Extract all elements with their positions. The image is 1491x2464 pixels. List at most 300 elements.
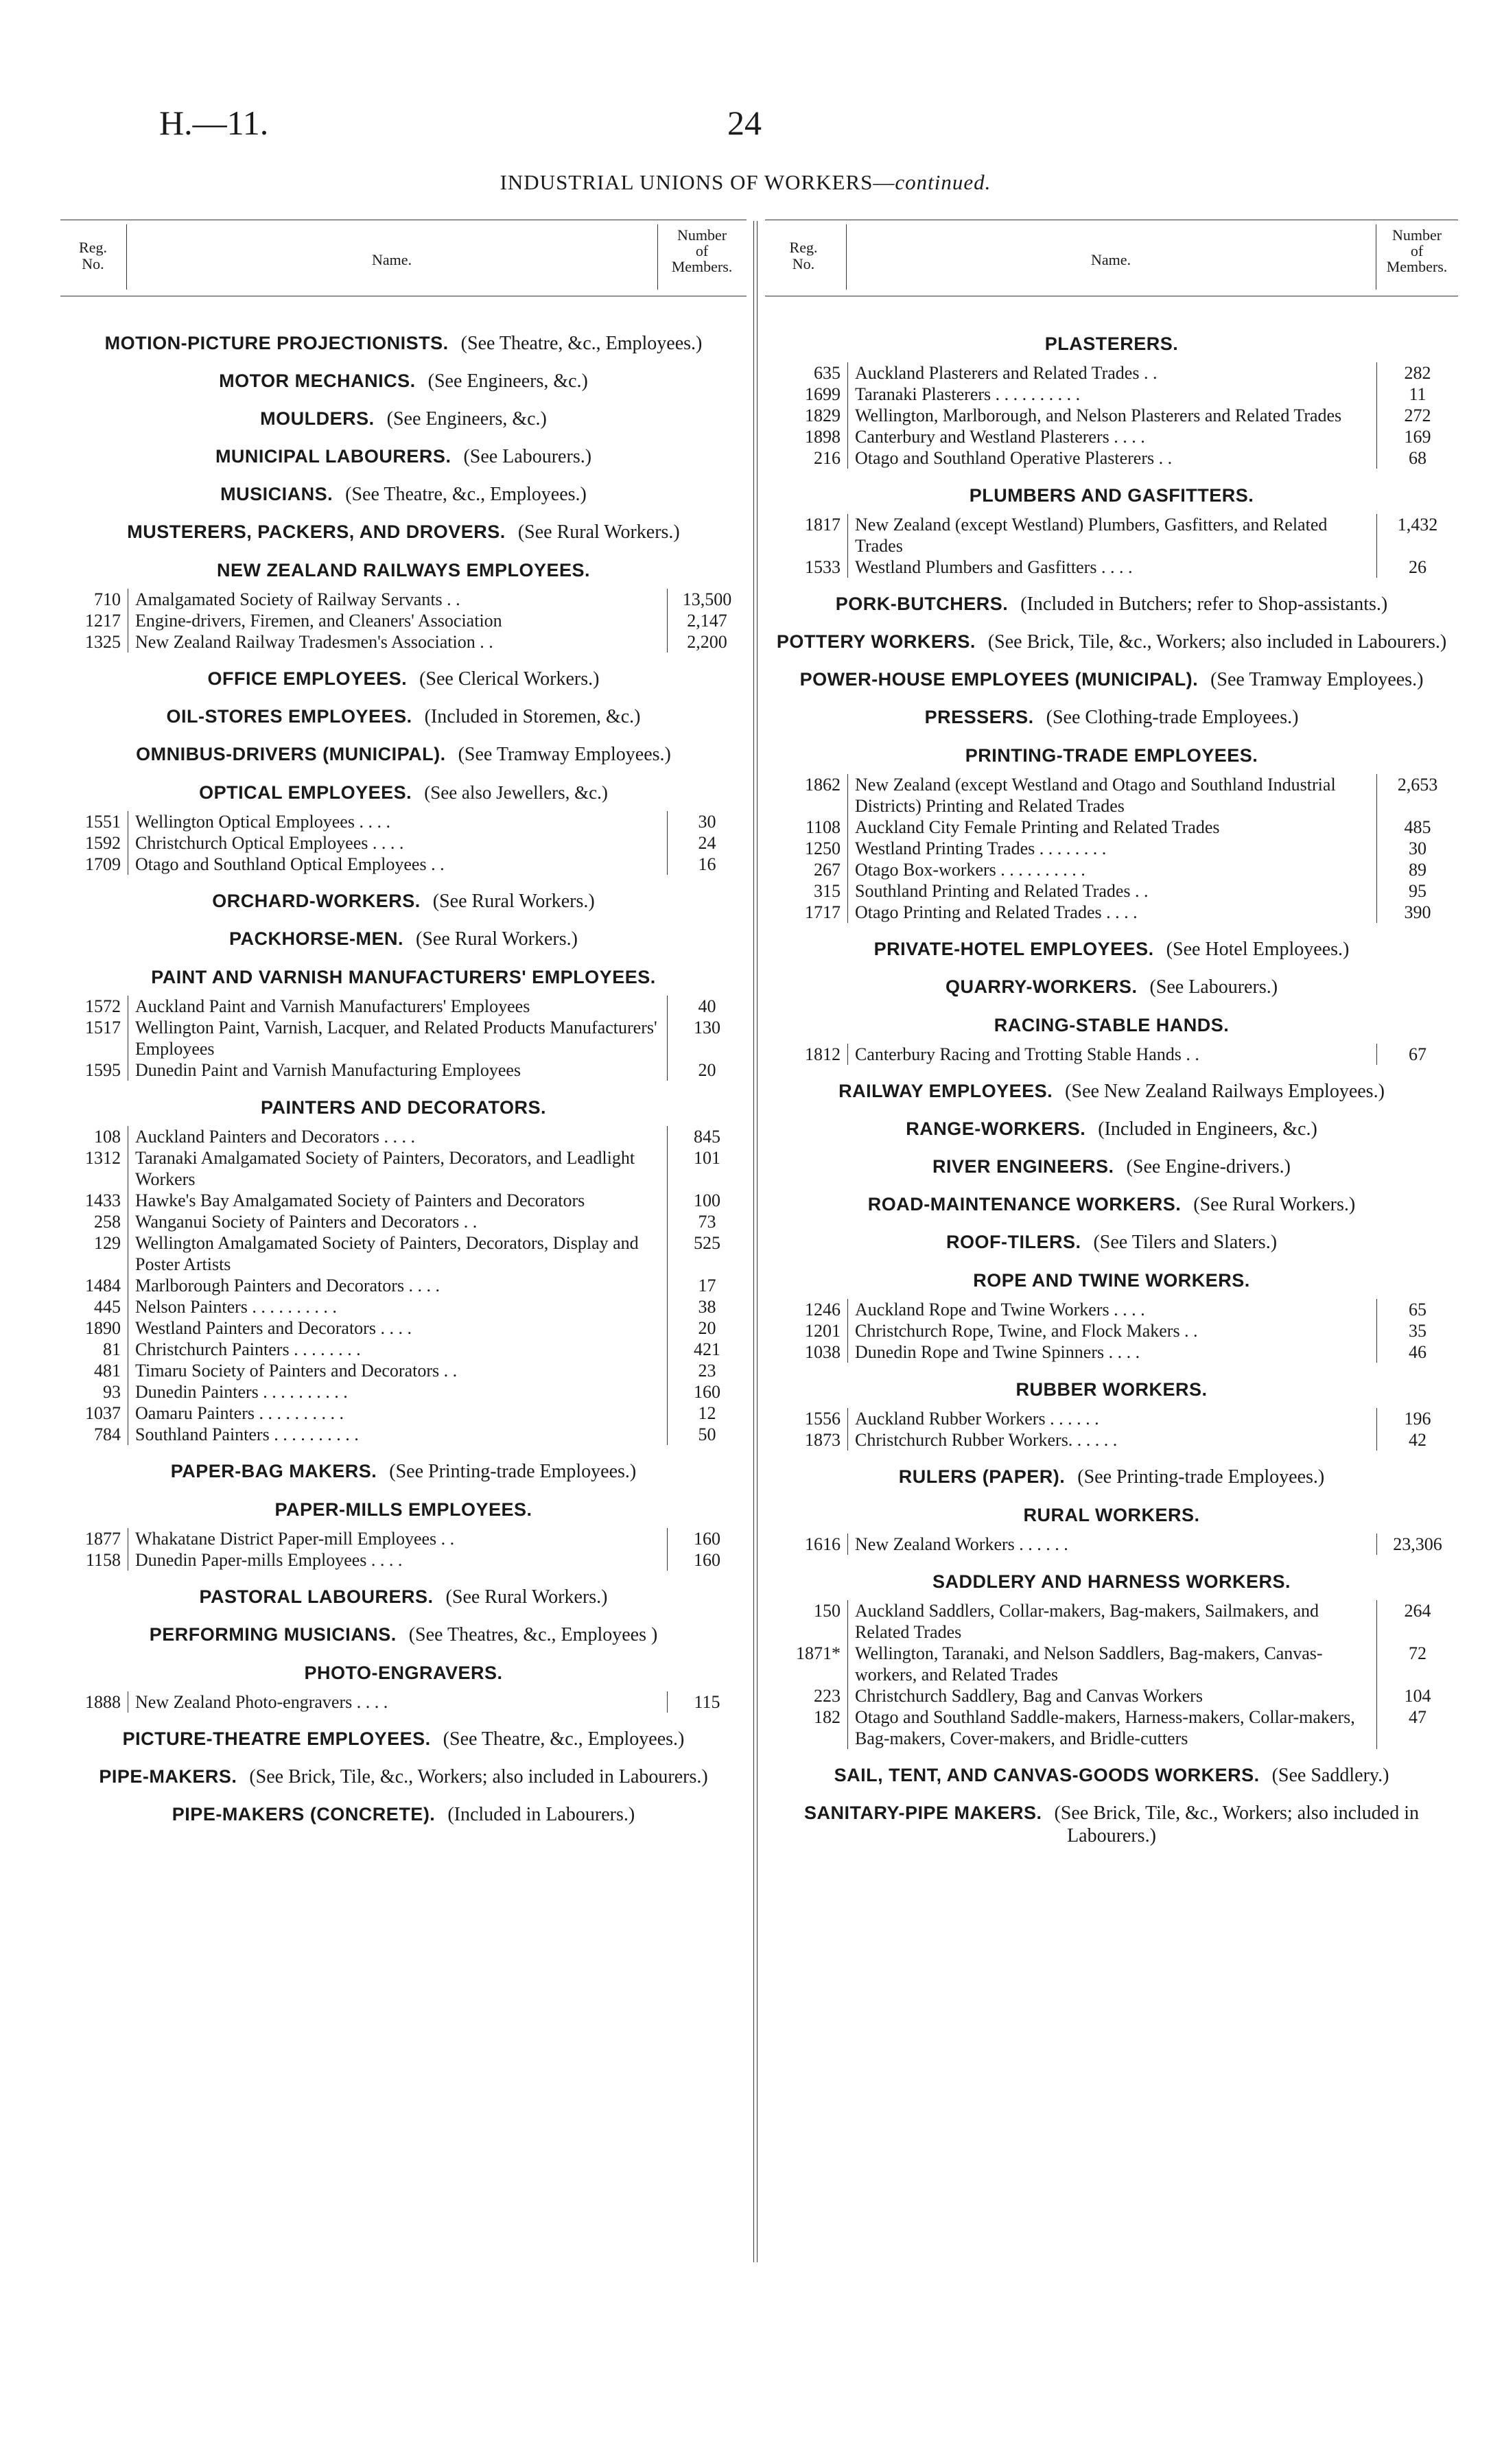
members-cell: 845 <box>694 1127 720 1147</box>
header-text: Number <box>1392 226 1442 244</box>
column-divider <box>753 221 758 2262</box>
entries-paper-mills <box>60 1528 747 1571</box>
section-heading: MOTOR MECHANICS. <box>219 371 416 391</box>
right-column <box>765 220 1458 1862</box>
members-cell: 485 <box>1404 817 1431 837</box>
reg-no-cell: 1616 <box>805 1534 841 1554</box>
union-name-cell: Otago Printing and Related Trades . . . . <box>848 902 1377 923</box>
section-heading: SANITARY-PIPE MAKERS. <box>803 1803 1042 1823</box>
entries-rural-workers <box>765 1534 1458 1555</box>
section-heading: SADDLERY AND HARNESS WORKERS. <box>932 1571 1291 1592</box>
reg-no-cell: 1217 <box>85 611 121 631</box>
entries-saddlery <box>765 1600 1458 1749</box>
cross-reference-note: (See Rural Workers.) <box>517 521 680 543</box>
reg-no-cell: 81 <box>103 1339 121 1359</box>
reg-no-cell: 635 <box>814 363 841 383</box>
members-cell: 46 <box>1409 1342 1427 1362</box>
union-name-cell: Auckland Rubber Workers . . . . . . <box>848 1408 1377 1429</box>
section-heading: RANGE-WORKERS. <box>906 1118 1086 1139</box>
cross-reference-note: (See Printing-trade Employees.) <box>389 1461 637 1482</box>
table-row <box>60 996 747 1017</box>
reg-no-cell: 1898 <box>805 427 841 447</box>
union-name-cell: Whakatane District Paper-mill Employees . . <box>128 1528 668 1549</box>
table-row <box>765 556 1458 578</box>
section-title <box>765 1570 1458 1593</box>
entries-printing-trade <box>765 774 1458 923</box>
union-name-cell: New Zealand Railway Tradesmen's Association . . <box>128 631 668 653</box>
section-heading: MOTION-PICTURE PROJECTIONISTS. <box>104 333 449 353</box>
cross-reference-note: (See Clerical Workers.) <box>419 668 600 690</box>
section-heading: OIL-STORES EMPLOYEES. <box>166 706 412 727</box>
union-name-cell: Wellington Optical Employees . . . . <box>128 811 668 832</box>
section-heading: MUNICIPAL LABOURERS. <box>215 446 451 467</box>
right-column-body <box>765 296 1458 1847</box>
reg-no-cell: 445 <box>94 1297 121 1317</box>
union-name-cell: Otago and Southland Saddle-makers, Harness-makers, Collar-makers, Bag-makers, Cover-makers, and Bridle-cutters <box>848 1706 1377 1749</box>
section-title <box>765 484 1458 507</box>
members-cell: 13,500 <box>682 589 732 609</box>
section-heading: NEW ZEALAND RAILWAYS EMPLOYEES. <box>216 560 591 580</box>
section-heading: OPTICAL EMPLOYEES. <box>199 782 412 803</box>
table-row <box>60 854 747 875</box>
cross-reference-note: (See Brick, Tile, &c., Workers; also included in Labourers.) <box>1054 1803 1420 1846</box>
section-omnibus-drivers <box>60 743 747 766</box>
members-cell: 35 <box>1409 1321 1427 1341</box>
reg-no-cell: 1890 <box>85 1318 121 1338</box>
section-title <box>60 1661 747 1685</box>
cross-reference-note: (See Engine-drivers.) <box>1126 1156 1291 1177</box>
reg-no-cell: 784 <box>94 1424 121 1444</box>
members-header <box>657 227 747 274</box>
section-title <box>60 559 747 582</box>
section-heading: RUBBER WORKERS. <box>1015 1379 1208 1400</box>
section-heading: RIVER ENGINEERS. <box>932 1156 1114 1177</box>
members-cell: 115 <box>694 1692 720 1712</box>
union-name-cell: New Zealand (except Westland) Plumbers, Gasfitters, and Related Trades <box>848 514 1377 556</box>
cross-reference-note: (See Brick, Tile, &c., Workers; also included in Labourers.) <box>987 631 1447 653</box>
members-cell: 282 <box>1404 363 1431 383</box>
section-orchard-workers <box>60 890 747 913</box>
cross-reference-note: (See Theatres, &c., Employees ) <box>408 1624 658 1645</box>
section-heading: RACING-STABLE HANDS. <box>994 1015 1230 1035</box>
section-heading: PAPER-MILLS EMPLOYEES. <box>274 1499 532 1520</box>
union-name-cell: Christchurch Rope, Twine, and Flock Makers . . <box>848 1320 1377 1341</box>
section-heading: ROAD-MAINTENANCE WORKERS. <box>867 1194 1182 1215</box>
members-cell: 104 <box>1404 1686 1431 1706</box>
entries-nz-railways <box>60 589 747 653</box>
section-heading: PICTURE-THEATRE EMPLOYEES. <box>122 1728 431 1749</box>
union-name-cell: Dunedin Rope and Twine Spinners . . . . <box>848 1341 1377 1363</box>
reg-no-cell: 258 <box>94 1212 121 1232</box>
members-cell: 1,432 <box>1397 515 1438 535</box>
table-row <box>765 838 1458 859</box>
name-header: Name. <box>371 251 412 268</box>
members-cell: 160 <box>694 1382 720 1402</box>
union-name-cell: Auckland Plasterers and Related Trades . . <box>848 362 1377 384</box>
section-heading: PLASTERERS. <box>1044 333 1179 354</box>
section-sanitary-pipe-makers <box>765 1802 1458 1847</box>
report-reference: H.—11. <box>159 104 269 142</box>
table-row <box>60 811 747 832</box>
union-name-cell: Wellington Paint, Varnish, Lacquer, and Related Products Manufacturers' Employees <box>128 1017 668 1059</box>
cross-reference-note: (See Tramway Employees.) <box>1210 669 1424 690</box>
table-row <box>60 589 747 610</box>
table-row <box>765 880 1458 902</box>
union-name-cell: Southland Printing and Related Trades . . <box>848 880 1377 902</box>
members-cell: 38 <box>698 1297 716 1317</box>
entries-rope-twine <box>765 1299 1458 1363</box>
section-picture-theatre <box>60 1728 747 1750</box>
page-title <box>0 170 1491 195</box>
section-title <box>60 781 747 804</box>
reg-no-cell: 216 <box>814 448 841 468</box>
members-cell: 67 <box>1409 1044 1427 1064</box>
section-heading: PAINTERS AND DECORATORS. <box>260 1097 547 1118</box>
union-name-cell: Westland Plumbers and Gasfitters . . . . <box>848 556 1377 578</box>
table-row <box>60 1126 747 1147</box>
union-name-cell: Wellington Amalgamated Society of Painters, Decorators, Display and Poster Artists <box>128 1232 668 1275</box>
reg-no-cell: 108 <box>94 1127 121 1147</box>
title-main: INDUSTRIAL UNIONS OF WORKERS— <box>500 170 895 194</box>
section-heading: PORK-BUTCHERS. <box>835 594 1009 614</box>
union-name-cell: Christchurch Saddlery, Bag and Canvas Workers <box>848 1685 1377 1706</box>
members-cell: 525 <box>694 1233 720 1253</box>
cross-reference-note: (See Brick, Tile, &c., Workers; also included in Labourers.) <box>249 1766 708 1787</box>
members-cell: 101 <box>694 1148 720 1168</box>
union-name-cell: Wellington, Taranaki, and Nelson Saddlers, Bag-makers, Canvas-workers, and Related Trades <box>848 1643 1377 1685</box>
cross-reference-note: (See Engineers, &c.) <box>386 408 547 430</box>
section-pipe-makers <box>60 1765 747 1788</box>
section-heading: PAINT AND VARNISH MANUFACTURERS' EMPLOYEES. <box>151 967 656 987</box>
reg-no-header <box>765 239 842 272</box>
cross-reference-note: (See Theatre, &c., Employees.) <box>345 484 587 505</box>
cross-reference-note: (See New Zealand Railways Employees.) <box>1065 1081 1385 1102</box>
table-row <box>60 832 747 854</box>
reg-no-cell: 1038 <box>805 1342 841 1362</box>
cross-reference-note: (See Rural Workers.) <box>1193 1194 1356 1215</box>
cross-reference-note: (See Tramway Employees.) <box>458 744 671 765</box>
cross-reference-note: (See Theatre, &c., Employees.) <box>460 333 703 354</box>
members-cell: 95 <box>1409 881 1427 901</box>
table-row <box>765 1044 1458 1065</box>
table-row <box>60 631 747 653</box>
section-heading: PACKHORSE-MEN. <box>229 928 404 949</box>
table-row <box>60 1528 747 1549</box>
members-cell: 24 <box>698 833 716 853</box>
table-row <box>765 1534 1458 1555</box>
section-heading: OMNIBUS-DRIVERS (MUNICIPAL). <box>136 744 446 764</box>
reg-no-cell: 1717 <box>805 902 841 922</box>
members-cell: 47 <box>1409 1707 1427 1727</box>
members-cell: 72 <box>1409 1643 1427 1663</box>
reg-no-cell: 1829 <box>805 406 841 425</box>
union-name-cell: Christchurch Optical Employees . . . . <box>128 832 668 854</box>
section-musterers-packers-drovers <box>60 521 747 543</box>
cross-reference-note: (See Tilers and Slaters.) <box>1093 1232 1278 1253</box>
table-row <box>765 405 1458 426</box>
cross-reference-note: (See Engineers, &c.) <box>427 371 588 392</box>
members-cell: 390 <box>1404 902 1431 922</box>
table-row <box>765 1341 1458 1363</box>
cross-reference-note: (See Saddlery.) <box>1271 1765 1389 1786</box>
reg-no-cell: 1592 <box>85 833 121 853</box>
table-row <box>60 1381 747 1403</box>
cross-reference-note: (See Printing-trade Employees.) <box>1077 1466 1325 1488</box>
section-packhorse-men <box>60 928 747 950</box>
members-cell: 40 <box>698 996 716 1016</box>
section-heading: ROPE AND TWINE WORKERS. <box>973 1270 1250 1291</box>
cross-reference-note: (Included in Labourers.) <box>447 1804 635 1825</box>
section-heading: MUSICIANS. <box>220 484 333 504</box>
header-text: Reg. <box>789 239 818 256</box>
union-name-cell: Canterbury and Westland Plasterers . . . . <box>848 426 1377 447</box>
page-header <box>0 103 1491 151</box>
reg-no-cell: 150 <box>814 1601 841 1621</box>
section-heading: PAPER-BAG MAKERS. <box>170 1461 377 1481</box>
members-cell: 130 <box>694 1018 720 1037</box>
section-heading: PLUMBERS AND GASFITTERS. <box>969 485 1254 506</box>
section-heading: RULERS (PAPER). <box>898 1466 1066 1487</box>
reg-no-cell: 1877 <box>85 1529 121 1549</box>
reg-no-cell: 223 <box>814 1686 841 1706</box>
members-cell: 421 <box>694 1339 720 1359</box>
section-heading: PHOTO-ENGRAVERS. <box>304 1663 503 1683</box>
members-cell: 65 <box>1409 1300 1427 1319</box>
section-power-house <box>765 668 1458 691</box>
union-name-cell: Otago Box-workers . . . . . . . . . . <box>848 859 1377 880</box>
reg-no-cell: 1551 <box>85 812 121 832</box>
union-name-cell: Otago and Southland Optical Employees . . <box>128 854 668 875</box>
union-name-cell: Auckland Rope and Twine Workers . . . . <box>848 1299 1377 1320</box>
entries-racing-stable <box>765 1044 1458 1065</box>
section-performing-musicians <box>60 1623 747 1646</box>
section-motion-picture-projectionists <box>60 332 747 355</box>
cross-reference-note: (Included in Butchers; refer to Shop-assistants.) <box>1020 594 1388 615</box>
table-row <box>765 859 1458 880</box>
section-pork-butchers <box>765 593 1458 615</box>
left-column <box>60 220 747 1841</box>
table-row <box>765 1429 1458 1451</box>
table-row <box>765 1299 1458 1320</box>
entries-plumbers <box>765 514 1458 578</box>
members-cell: 196 <box>1404 1409 1431 1429</box>
table-row <box>765 902 1458 923</box>
section-heading: PRIVATE-HOTEL EMPLOYEES. <box>873 939 1154 959</box>
cross-reference-note: (See Hotel Employees.) <box>1166 939 1350 960</box>
union-name-cell: Auckland Paint and Varnish Manufacturers' Employees <box>128 996 668 1017</box>
members-cell: 73 <box>698 1212 716 1232</box>
members-cell: 160 <box>694 1550 720 1570</box>
members-cell: 160 <box>694 1529 720 1549</box>
cross-reference-note: (See Labourers.) <box>463 446 592 467</box>
members-cell: 26 <box>1409 557 1427 577</box>
table-row <box>60 1317 747 1339</box>
section-title <box>765 332 1458 355</box>
header-text: of <box>695 242 709 260</box>
reg-no-cell: 1556 <box>805 1409 841 1429</box>
members-cell: 11 <box>1409 384 1427 404</box>
table-row <box>60 1424 747 1445</box>
union-name-cell: Nelson Painters . . . . . . . . . . <box>128 1296 668 1317</box>
members-cell: 23,306 <box>1393 1534 1442 1554</box>
section-roof-tilers <box>765 1231 1458 1254</box>
union-name-cell: Oamaru Painters . . . . . . . . . . <box>128 1403 668 1424</box>
section-heading: PERFORMING MUSICIANS. <box>149 1624 397 1645</box>
table-row <box>765 1643 1458 1685</box>
members-cell: 50 <box>698 1424 716 1444</box>
table-row <box>60 1275 747 1296</box>
section-title <box>60 1498 747 1521</box>
union-name-cell: Southland Painters . . . . . . . . . . <box>128 1424 668 1445</box>
union-name-cell: Auckland Saddlers, Collar-makers, Bag-makers, Sailmakers, and Related Trades <box>848 1600 1377 1643</box>
section-railway-employees <box>765 1080 1458 1103</box>
cross-reference-note: (Included in Engineers, &c.) <box>1098 1118 1317 1140</box>
union-name-cell: Wellington, Marlborough, and Nelson Plasterers and Related Trades <box>848 405 1377 426</box>
section-pottery-workers <box>765 631 1458 653</box>
section-heading: MUSTERERS, PACKERS, AND DROVERS. <box>127 521 506 542</box>
table-row <box>60 1549 747 1571</box>
reg-no-cell: 1158 <box>85 1550 121 1570</box>
entries-optical <box>60 811 747 875</box>
section-title <box>60 1096 747 1119</box>
reg-no-cell: 1533 <box>805 557 841 577</box>
table-row <box>60 1360 747 1381</box>
table-row <box>60 1211 747 1232</box>
reg-no-cell: 1709 <box>85 854 121 874</box>
members-cell: 2,147 <box>687 611 727 631</box>
reg-no-cell: 129 <box>94 1233 121 1253</box>
table-row <box>765 1685 1458 1706</box>
header-text: No. <box>82 255 104 273</box>
section-heading: OFFICE EMPLOYEES. <box>207 668 408 689</box>
title-continued: continued. <box>895 170 991 194</box>
column-header <box>60 220 747 296</box>
table-row <box>765 774 1458 817</box>
union-name-cell: Westland Printing Trades . . . . . . . . <box>848 838 1377 859</box>
section-rulers-paper <box>765 1466 1458 1488</box>
reg-no-cell: 1595 <box>85 1060 121 1080</box>
union-name-cell: New Zealand Workers . . . . . . <box>848 1534 1377 1555</box>
section-heading: PRINTING-TRADE EMPLOYEES. <box>965 745 1258 766</box>
union-name-cell: Dunedin Paper-mills Employees . . . . <box>128 1549 668 1571</box>
union-name-cell: Christchurch Painters . . . . . . . . <box>128 1339 668 1360</box>
section-private-hotel <box>765 938 1458 961</box>
section-oil-stores <box>60 705 747 728</box>
section-heading: POWER-HOUSE EMPLOYEES (MUNICIPAL). <box>799 669 1199 690</box>
table-row <box>765 1320 1458 1341</box>
table-row <box>60 1017 747 1059</box>
reg-no-cell: 1250 <box>805 838 841 858</box>
table-row <box>765 426 1458 447</box>
members-cell: 264 <box>1404 1601 1431 1621</box>
union-name-cell: Hawke's Bay Amalgamated Society of Painters and Decorators <box>128 1190 668 1211</box>
table-row <box>60 610 747 631</box>
section-title <box>765 744 1458 767</box>
reg-no-cell: 1484 <box>85 1276 121 1295</box>
reg-no-cell: 1517 <box>85 1018 121 1037</box>
cross-reference-note: (See Rural Workers.) <box>416 928 578 950</box>
members-cell: 17 <box>698 1276 716 1295</box>
name-header: Name. <box>1090 251 1131 268</box>
members-cell: 12 <box>698 1403 716 1423</box>
section-heading: SAIL, TENT, AND CANVAS-GOODS WORKERS. <box>834 1765 1260 1785</box>
section-title <box>765 1503 1458 1527</box>
members-cell: 2,200 <box>687 632 727 652</box>
members-cell: 89 <box>1409 860 1427 880</box>
reg-no-cell: 1201 <box>805 1321 841 1341</box>
cross-reference-note: (See Clothing-trade Employees.) <box>1046 707 1299 728</box>
entries-rubber-workers <box>765 1408 1458 1451</box>
members-cell: 20 <box>698 1060 716 1080</box>
reg-no-cell: 1862 <box>805 775 841 795</box>
section-pressers <box>765 706 1458 729</box>
table-row <box>765 362 1458 384</box>
reg-no-cell: 1812 <box>805 1044 841 1064</box>
section-musicians <box>60 483 747 506</box>
section-moulders <box>60 408 747 430</box>
section-range-workers <box>765 1118 1458 1140</box>
entries-painters <box>60 1126 747 1445</box>
entries-plasterers <box>765 362 1458 469</box>
left-column-body <box>60 296 747 1826</box>
cross-reference-note: (Included in Storemen, &c.) <box>424 706 641 727</box>
union-name-cell: Dunedin Painters . . . . . . . . . . <box>128 1381 668 1403</box>
union-name-cell: Timaru Society of Painters and Decorators . . <box>128 1360 668 1381</box>
section-heading: RURAL WORKERS. <box>1023 1505 1200 1525</box>
section-pipe-makers-concrete <box>60 1803 747 1826</box>
section-heading: PRESSERS. <box>924 707 1034 727</box>
table-row <box>60 1403 747 1424</box>
union-name-cell: Engine-drivers, Firemen, and Cleaners' Association <box>128 610 668 631</box>
union-name-cell: Wanganui Society of Painters and Decorators . . <box>128 1211 668 1232</box>
section-title <box>765 1378 1458 1401</box>
reg-no-cell: 1433 <box>85 1190 121 1210</box>
section-sail-tent-canvas <box>765 1764 1458 1787</box>
union-name-cell: New Zealand (except Westland and Otago and Southland Industrial Districts) Printing and Related Trades <box>848 774 1377 817</box>
reg-no-cell: 710 <box>94 589 121 609</box>
union-name-cell: Dunedin Paint and Varnish Manufacturing Employees <box>128 1059 668 1081</box>
members-cell: 20 <box>698 1318 716 1338</box>
section-heading: MOULDERS. <box>260 408 375 429</box>
entries-paint-varnish <box>60 996 747 1081</box>
section-heading: PASTORAL LABOURERS. <box>199 1586 434 1607</box>
section-office-employees <box>60 668 747 690</box>
reg-no-cell: 1873 <box>805 1430 841 1450</box>
union-name-cell: Taranaki Plasterers . . . . . . . . . . <box>848 384 1377 405</box>
union-name-cell: Auckland City Female Printing and Related Trades <box>848 817 1377 838</box>
table-row <box>765 1706 1458 1749</box>
cross-reference-note: (See Labourers.) <box>1149 976 1278 998</box>
section-paper-bag-makers <box>60 1460 747 1483</box>
reg-no-cell: 315 <box>814 881 841 901</box>
header-text: Members. <box>1386 258 1448 276</box>
reg-no-header <box>60 239 126 272</box>
table-row <box>60 1232 747 1275</box>
table-row <box>60 1147 747 1190</box>
reg-no-cell: 267 <box>814 860 841 880</box>
table-row <box>60 1059 747 1081</box>
table-row <box>765 817 1458 838</box>
entries-photo-engravers <box>60 1691 747 1713</box>
union-name-cell: Marlborough Painters and Decorators . . . . <box>128 1275 668 1296</box>
cross-reference-note: (See Rural Workers.) <box>445 1586 608 1608</box>
table-row <box>765 384 1458 405</box>
section-heading: ROOF-TILERS. <box>946 1232 1081 1252</box>
header-text: Reg. <box>79 239 107 256</box>
section-municipal-labourers <box>60 445 747 468</box>
table-row <box>60 1339 747 1360</box>
section-heading: PIPE-MAKERS (CONCRETE). <box>172 1804 436 1824</box>
